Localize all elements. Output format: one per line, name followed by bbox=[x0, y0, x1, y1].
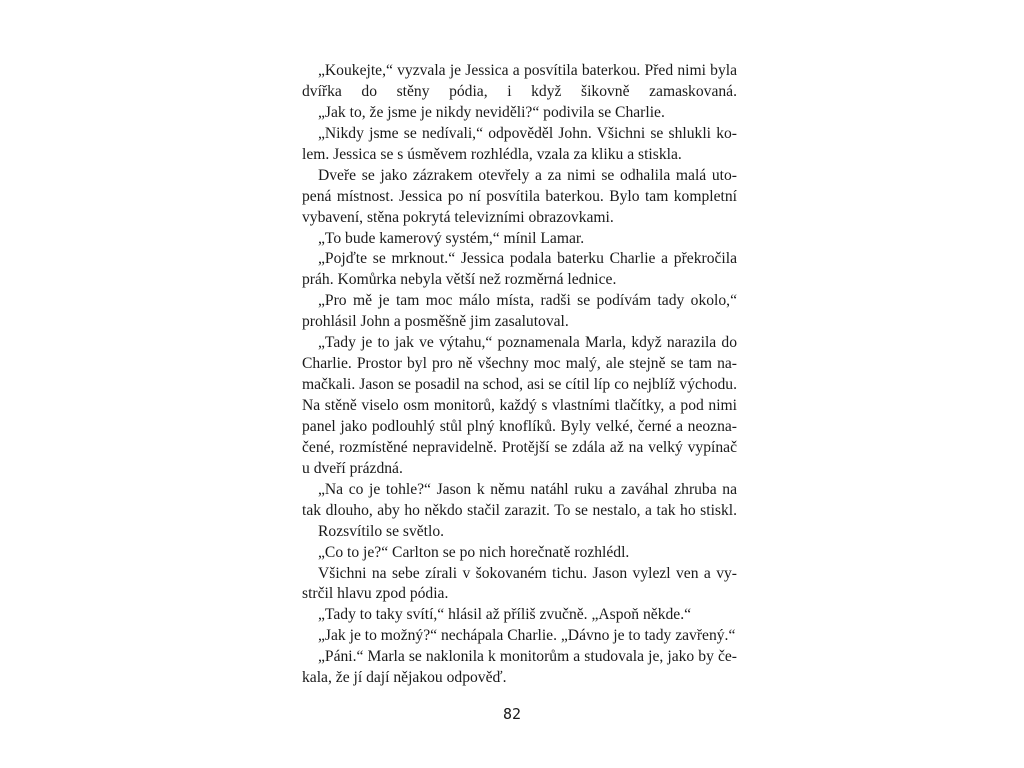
text-line: „Koukejte,“ vyzvala je Jessica a posvítila baterkou. Před nimi byla bbox=[318, 62, 737, 79]
page-number: 82 bbox=[502, 705, 522, 723]
text-line: prohlásil John a posměšně jim zasalutoval. bbox=[302, 313, 569, 331]
text-line: „Pojďte se mrknout.“ Jessica podala baterku Charlie a překročila bbox=[318, 250, 737, 268]
text-line: „Jak to, že jsme je nikdy neviděli?“ podivila se Charlie. bbox=[318, 103, 665, 121]
text-line: Všichni na sebe zírali v šokovaném tichu. Jason vylezl ven a vy- bbox=[318, 564, 737, 582]
text-line: Na stěně viselo osm monitorů, každý s vlastními tlačítky, a pod nimi bbox=[302, 397, 737, 414]
text-line: pená místnost. Jessica po ní posvítila baterkou. Bylo tam kompletní bbox=[302, 187, 737, 205]
text-line: panel jako podlouhlý stůl plný knoflíků. Byly velké, černé a neozna- bbox=[302, 417, 737, 435]
text-line: čené, rozmístěné nepravidelně. Protější se zdála až na velký vypínač bbox=[302, 438, 737, 456]
text-line: „Tady je to jak ve výtahu,“ poznamenala Marla, když narazila do bbox=[318, 334, 737, 352]
text-line: Rozsvítilo se světlo. bbox=[318, 522, 445, 540]
text-line: strčil hlavu zpod pódia. bbox=[302, 585, 449, 603]
text-line: tak dlouho, aby ho někdo stačil zarazit. To se nestalo, a tak ho stiskl. bbox=[302, 501, 737, 519]
text-line: lem. Jessica se s úsměvem rozhlédla, vzala za kliku a stiskla. bbox=[302, 145, 682, 163]
text-line: „Páni.“ Marla se naklonila k monitorům a studovala je, jako by če- bbox=[318, 648, 737, 666]
text-line: „To bude kamerový systém,“ mínil Lamar. bbox=[318, 229, 585, 247]
text-line: Dveře se jako zázrakem otevřely a za nimi se odhalila malá uto- bbox=[318, 166, 737, 184]
text-line: vybavení, stěna pokrytá televizními obrazovkami. bbox=[302, 208, 614, 226]
text-line: „Na co je tohle?“ Jason k němu natáhl ruku a zaváhal zhruba na bbox=[318, 480, 737, 498]
text-line: mačkali. Jason se posadil na schod, asi se cítil líp co nejblíž východu. bbox=[302, 376, 737, 394]
text-line: u dveří prázdná. bbox=[302, 459, 403, 477]
text-line: dvířka do stěny pódia, i když šikovně zamaskovaná. bbox=[302, 82, 737, 100]
text-line: kala, že jí dají nějakou odpověď. bbox=[302, 669, 507, 687]
text-line: práh. Komůrka nebyla větší než rozměrná lednice. bbox=[302, 271, 617, 289]
text-line: Charlie. Prostor byl pro ně všechny moc malý, ale stejně se tam na- bbox=[302, 355, 737, 373]
text-line: „Jak je to možný?“ nechápala Charlie. „Dávno je to tady zavřený.“ bbox=[318, 627, 736, 645]
body-text bbox=[302, 61, 737, 689]
text-line: „Tady to taky svítí,“ hlásil až příliš zvučně. „Aspoň někde.“ bbox=[318, 606, 692, 624]
text-line: „Co to je?“ Carlton se po nich horečnatě rozhlédl. bbox=[318, 543, 630, 561]
text-line: „Pro mě je tam moc málo místa, radši se podívám tady okolo,“ bbox=[318, 292, 737, 310]
text-line: „Nikdy jsme se nedívali,“ odpověděl John. Všichni se shlukli ko- bbox=[318, 124, 737, 142]
